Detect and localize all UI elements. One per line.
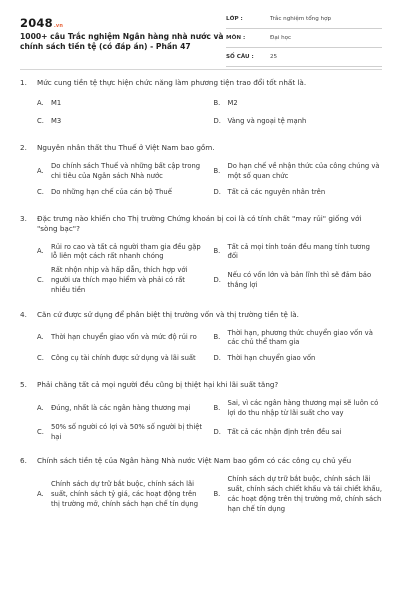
- answer-option[interactable]: [37, 115, 206, 129]
- question-item: [20, 78, 382, 129]
- option-text: Tất cả các nguyên nhân trên: [227, 187, 326, 196]
- option-text: Tất cả mọi tính toán đều mang tính tương đối: [227, 242, 370, 261]
- option-text: Chính sách dự trữ bắt buộc, chính sách lãi suất, chính sách tỷ giá, các hoạt động trên thị trường mở, chính sách hạn chế tín dụng: [51, 480, 199, 508]
- option-text: M3: [51, 117, 62, 126]
- question-number: 3.: [20, 213, 27, 223]
- question-item: [20, 380, 382, 442]
- answer-option[interactable]: [37, 399, 206, 419]
- answer-option[interactable]: [37, 162, 206, 182]
- answer-option[interactable]: [214, 329, 383, 349]
- answer-options: [20, 243, 382, 296]
- option-letter: C.: [37, 427, 44, 436]
- option-letter: A.: [37, 333, 44, 342]
- meta-row-class: [226, 14, 382, 29]
- option-text: Nếu có vốn lớn và bản lĩnh thì sẽ đảm bảo thắng lợi: [227, 271, 372, 289]
- answer-option[interactable]: [214, 475, 383, 514]
- option-text: M1: [51, 99, 62, 108]
- question-number: 4.: [20, 309, 27, 319]
- answer-options: [20, 329, 382, 367]
- question-number: 1.: [20, 78, 27, 87]
- option-letter: A.: [37, 99, 44, 108]
- option-text: Thời hạn chuyển giao vốn và mức độ rủi ro: [51, 333, 197, 342]
- answer-options: [20, 399, 382, 442]
- question-number: 5.: [20, 380, 27, 390]
- option-letter: C.: [37, 187, 44, 196]
- meta-value: Trắc nghiệm tổng hợp: [270, 16, 332, 22]
- meta-row-subject: [226, 33, 382, 48]
- question-list: [20, 78, 382, 529]
- answer-option[interactable]: [214, 243, 383, 263]
- site-logo[interactable]: [20, 16, 63, 30]
- option-letter: B.: [213, 333, 221, 342]
- answer-option[interactable]: [37, 186, 206, 200]
- document-title: 1000+ câu Trắc nghiệm Ngân hàng nhà nước và chính sách tiền tệ (có đáp án) - Phần 47: [20, 32, 224, 51]
- meta-row-count: [226, 52, 382, 67]
- answer-option[interactable]: [214, 97, 383, 111]
- answer-option[interactable]: [37, 352, 206, 366]
- meta-key: SỐ CÂU :: [226, 54, 254, 60]
- option-text: Do chính sách Thuế và những bất cập trong chi tiêu của Ngân sách Nhà nước: [51, 162, 201, 180]
- question-item: [20, 310, 382, 367]
- document-header: [20, 12, 382, 62]
- logo-suffix: .vn: [53, 23, 64, 29]
- option-text: Sai, vì các ngân hàng thương mại sẽ luôn có lợi do thu nhập từ lãi suất cho vay: [227, 399, 379, 417]
- question-text: Chính sách tiền tệ của Ngân hàng Nhà nước Việt Nam bao gồm có các công cụ chủ yếu: [37, 456, 352, 466]
- question-item: [20, 214, 382, 296]
- option-text: Rủi ro cao và tất cả người tham gia đều gặp lỗ liên một cách rất nhanh chóng: [51, 242, 201, 261]
- answer-option[interactable]: [37, 423, 206, 443]
- option-text: Thời hạn, phương thức chuyển giao vốn và các chủ thể tham gia: [227, 328, 373, 347]
- answer-option[interactable]: [214, 352, 383, 366]
- option-text: M2: [227, 99, 238, 108]
- question-text: Phải chăng tất cả mọi người đều cũng bị thiệt hại khi lãi suất tăng?: [37, 380, 279, 390]
- question-text: Căn cứ được sử dụng để phân biệt thị trường vốn và thị trường tiền tệ là.: [37, 309, 299, 319]
- answer-option[interactable]: [214, 115, 383, 129]
- answer-options: [20, 97, 382, 129]
- option-text: Đúng, nhất là các ngân hàng thương mại: [51, 404, 191, 413]
- answer-option[interactable]: [37, 475, 206, 514]
- option-letter: C.: [37, 354, 44, 363]
- option-letter: B.: [213, 166, 221, 175]
- question-text: Mức cung tiền tệ thực hiện chức năng làm phương tiện trao đổi tốt nhất là.: [37, 78, 307, 87]
- question-text: Nguyên nhân thất thu Thuế ở Việt Nam bao gồm.: [37, 143, 215, 152]
- option-letter: A.: [37, 247, 44, 256]
- answer-options: [20, 475, 382, 514]
- option-text: Vàng và ngoại tệ mạnh: [227, 117, 307, 126]
- meta-key: MÔN :: [226, 35, 246, 41]
- answer-option[interactable]: [214, 162, 383, 182]
- option-letter: D.: [213, 354, 221, 363]
- answer-option[interactable]: [37, 329, 206, 349]
- question-item: [20, 456, 382, 514]
- answer-option[interactable]: [214, 186, 383, 200]
- option-text: Rất nhộn nhịp và hấp dẫn, thích hợp với người ưa thích mạo hiểm và phải có rất nhiều tiền: [51, 266, 188, 294]
- answer-option[interactable]: [37, 97, 206, 111]
- option-letter: C.: [37, 117, 44, 126]
- option-text: Do hạn chế về nhận thức của công chúng và một số quan chức: [227, 162, 380, 180]
- answer-option[interactable]: [214, 266, 383, 295]
- logo-text: 2048: [20, 16, 53, 30]
- option-letter: B.: [213, 490, 221, 499]
- option-text: Công cụ tài chính được sử dụng và lãi suất: [51, 354, 196, 363]
- answer-option[interactable]: [214, 423, 383, 443]
- question-item: [20, 143, 382, 200]
- question-number: 2.: [20, 143, 27, 152]
- answer-options: [20, 162, 382, 200]
- option-letter: B.: [213, 247, 221, 256]
- option-letter: B.: [213, 404, 221, 413]
- option-letter: D.: [213, 117, 221, 126]
- answer-option[interactable]: [37, 266, 206, 295]
- option-text: Tất cả các nhận định trên đều sai: [227, 427, 342, 436]
- meta-value: Đại học: [270, 35, 292, 41]
- option-text: Do những hạn chế của cán bộ Thuế: [51, 187, 172, 196]
- question-text: Đặc trưng nào khiến cho Thị trường Chứng khoán bị coi là có tính chất "may rủi" giống với "sòng bạc"?: [37, 213, 362, 233]
- meta-key: LỚP :: [226, 16, 243, 22]
- option-letter: D.: [213, 275, 221, 284]
- meta-panel: [226, 14, 382, 71]
- answer-option[interactable]: [214, 399, 383, 419]
- option-letter: D.: [213, 187, 221, 196]
- option-text: Chính sách dự trữ bắt buộc, chính sách lãi suất, chính sách chiết khấu và tái chiết khấu, các hoạt động trên thị trường mở, chính sách hạn chế tín dụng: [227, 475, 382, 513]
- option-letter: D.: [213, 427, 221, 436]
- header-divider: [20, 69, 382, 70]
- option-letter: A.: [37, 404, 44, 413]
- answer-option[interactable]: [37, 243, 206, 263]
- option-letter: A.: [37, 166, 44, 175]
- option-letter: C.: [37, 275, 44, 284]
- option-letter: B.: [213, 99, 221, 108]
- meta-value: 25: [270, 54, 278, 60]
- option-text: Thời hạn chuyển giao vốn: [227, 354, 316, 363]
- option-letter: A.: [37, 490, 44, 499]
- question-number: 6.: [20, 456, 27, 466]
- option-text: 50% số người có lợi và 50% số người bị thiệt hại: [51, 422, 203, 441]
